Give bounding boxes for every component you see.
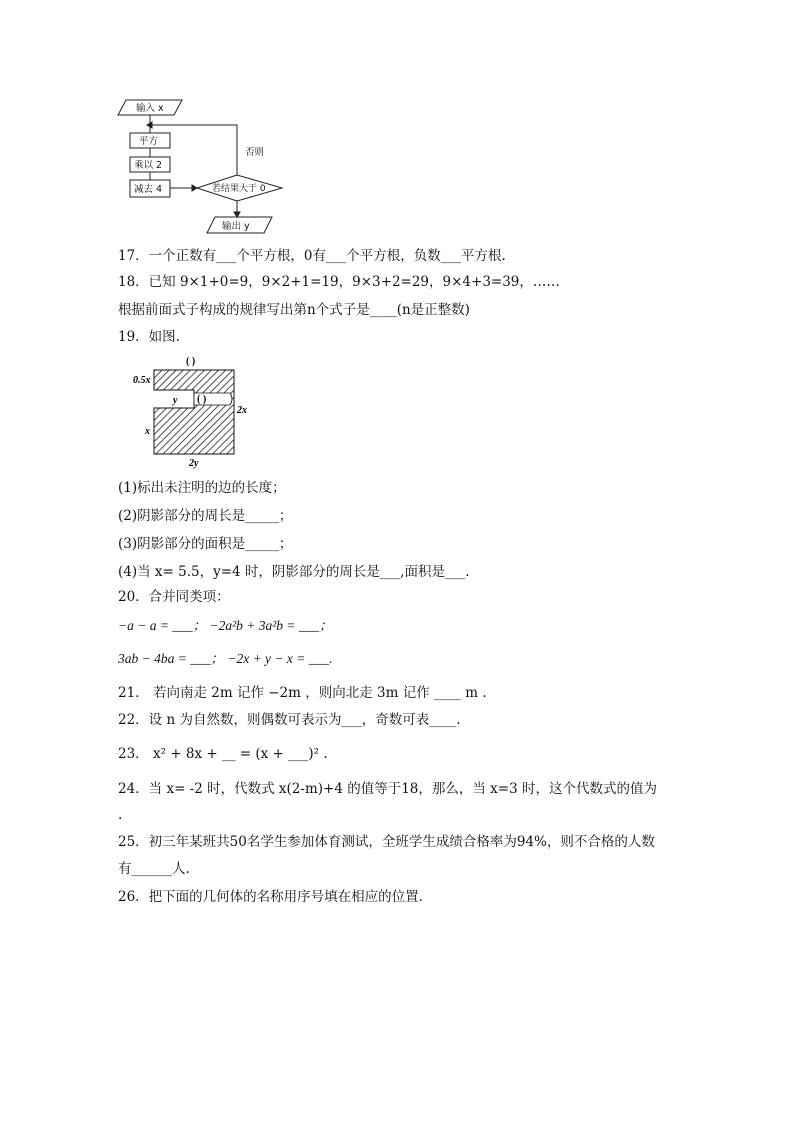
- question-19-part1: (1)标出未注明的边的长度；: [118, 480, 286, 496]
- flowchart-else-label: 否则: [245, 147, 265, 158]
- label-bottom: 2y: [189, 458, 199, 469]
- flowchart-subtract-label: 减去 4: [134, 184, 163, 195]
- question-26: 26．把下面的几何体的名称用序号填在相应的位置.: [118, 889, 423, 905]
- label-right: 2x: [237, 405, 247, 416]
- flowchart-square-label: 平方: [139, 136, 159, 147]
- question-19-part2: (2)阴影部分的周长是_____；: [118, 508, 293, 524]
- label-top: ( ): [186, 356, 196, 367]
- label-left-bottom: x: [145, 426, 150, 437]
- question-24-line2: .: [118, 807, 123, 823]
- question-19: 19．如图.: [118, 329, 180, 345]
- flowchart-input-label: 输入 x: [136, 103, 164, 114]
- figure-19-shaded-shape: [130, 352, 265, 472]
- question-24-line1: 24．当 x= -2 时，代数式 x(2-m)+4 的值等于18，那么，当 x=3 时，这个代数式的值为: [118, 781, 657, 797]
- question-22: 22．设 n 为自然数，则偶数可表示为___，奇数可表____.: [118, 712, 461, 728]
- shaded-region: [154, 370, 234, 454]
- question-23: 23． x² + 8x + __ = (x + ___)² .: [118, 746, 328, 762]
- question-21: 21． 若向南走 2m 记作 −2m ，则向北走 3m 记作 ____ m .: [118, 685, 487, 701]
- question-20-expr2: 3ab − 4ba = ___； −2x + y − x = ___.: [118, 651, 333, 666]
- question-19-part3: (3)阴影部分的面积是_____；: [118, 536, 293, 552]
- label-inner-y: y: [173, 395, 178, 406]
- question-18-line1: 18．已知 9×1+0=9，9×2+1=19，9×3+2=29，9×4+3=39，……: [118, 274, 560, 290]
- question-20-expr1: −a − a = ___； −2a²b + 3a²b = ___；: [118, 618, 333, 633]
- question-19-part4: (4)当 x= 5.5，y=4 时，阴影部分的周长是___,面积是___.: [118, 564, 470, 580]
- flowchart-output-label: 输出 y: [222, 221, 250, 232]
- question-20: 20．合并同类项：: [118, 589, 230, 605]
- label-left-top: 0.5x: [133, 375, 151, 386]
- question-25-line2: 有______人.: [118, 861, 190, 877]
- label-inner-blank: ( ): [197, 394, 207, 405]
- question-18-line2: 根据前面式子构成的规律写出第n个式子是____(n是正整数): [118, 302, 470, 318]
- question-17: 17．一个正数有___个平方根，0有___个平方根，负数___平方根.: [118, 248, 506, 264]
- flowchart-decision-label: 若结果大于 0: [212, 184, 266, 194]
- question-25-line1: 25．初三年某班共50名学生参加体育测试，全班学生成绩合格率为94%，则不合格的人数: [118, 834, 655, 850]
- flowchart-multiply-label: 乘以 2: [134, 160, 163, 171]
- flowchart: [112, 95, 302, 240]
